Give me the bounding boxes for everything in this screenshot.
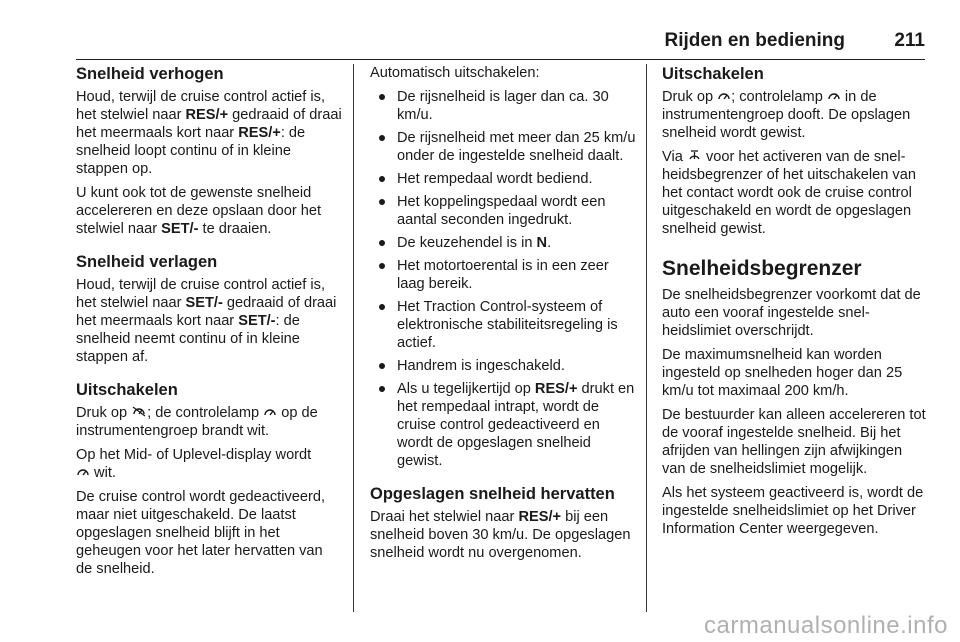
text: ; de controlelamp: [147, 405, 264, 421]
list-item: [370, 357, 636, 375]
cruise-control-off-icon: [132, 404, 146, 422]
cruise-control-icon: [718, 88, 730, 106]
text: De keuzehendel is in: [397, 235, 537, 251]
column-right: [662, 64, 928, 544]
paragraph: De cruise control wordt gedeactiveerd, maar niet uitgeschakeld. De laatst opgeslagen snelheid blijft in het geheugen voor het later hervatten van de snelheid.: [76, 489, 326, 577]
paragraph: De snelheidsbegrenzer voorkomt dat de auto een vooraf ingestelde snelheidslimiet overschrijdt.: [662, 287, 921, 339]
column-divider: [646, 64, 647, 612]
text: : de snelheid loopt continu of in kleine stappen op.: [76, 125, 306, 177]
paragraph: [76, 446, 342, 482]
paragraph: De bestuurder kan alleen accelereren tot de vooraf ingestelde snelheid. Bij het afrijden van hellingen zijn afwijkingen van de snelheidslimiet mogelijk.: [662, 407, 926, 477]
control-label: SET/-: [161, 221, 199, 237]
list-item: [370, 257, 636, 293]
paragraph: [76, 276, 342, 366]
text: Het motortoerental is in een zeer laag bereik.: [397, 258, 609, 292]
paragraph: [76, 88, 342, 178]
paragraph: De maximumsnelheid kan worden ingesteld op snelheden hoger dan 25 km/u tot maximaal 200 km/h.: [662, 347, 903, 399]
text: De rijsnelheid met meer dan 25 km/u onder de ingestelde snelheid daalt.: [397, 130, 636, 164]
paragraph: Automatisch uitschakelen:: [370, 65, 540, 81]
bullet-list: [370, 88, 636, 470]
list-item: [370, 193, 636, 229]
section-heading: Uitschakelen: [662, 65, 764, 83]
list-item: [370, 129, 636, 165]
control-label: N: [536, 235, 548, 251]
text: Het Traction Control-systeem of elektronische stabiliteitsregeling is actief.: [397, 299, 618, 351]
list-item: [370, 234, 636, 252]
text: gedraaid of draai het meermaals kort naar: [76, 107, 342, 141]
text: Draai het stelwiel naar: [370, 509, 519, 525]
section-heading: Uitschakelen: [76, 381, 178, 399]
text: ; controlelamp: [731, 89, 827, 105]
list-item: [370, 380, 636, 470]
speed-limiter-icon: [688, 148, 701, 166]
control-label: RES/+: [238, 125, 281, 141]
text: in de instrumentengroep dooft. De opslagen snelheid wordt gewist.: [662, 89, 911, 141]
text: Druk op: [76, 405, 132, 421]
control-label: RES/+: [534, 381, 578, 397]
list-item: [370, 170, 636, 188]
section-heading: Snelheid verlagen: [76, 253, 218, 271]
text: .: [547, 235, 552, 251]
text: Handrem is ingeschakeld.: [397, 358, 565, 374]
text: Op het Mid- of Uplevel-display wordt: [76, 447, 312, 463]
control-label: RES/+: [518, 509, 562, 525]
text: Houd, terwijl de cruise control actief is, het stelwiel naar: [76, 277, 326, 311]
text: voor het activeren van de snelheidsbegrenzer of het uitschakelen van het contact wordt ook de cruise control uitgeschakeld en wordt de opgeslagen snelheid gewist.: [662, 149, 916, 237]
column-left: [76, 64, 342, 584]
text: Houd, terwijl de cruise control actief is, het stelwiel naar: [76, 89, 326, 123]
cruise-control-icon: [264, 404, 276, 422]
paragraph: [76, 404, 342, 440]
list-item: [370, 88, 636, 124]
text: Het rempedaal wordt bediend.: [397, 171, 593, 187]
paragraph: [662, 88, 928, 142]
paragraph: [370, 508, 636, 562]
header-rule: [76, 59, 925, 60]
control-label: SET/-: [185, 295, 223, 311]
text: U kunt ook tot de gewenste snelheid accelereren en deze opslaan door het stelwiel naar: [76, 185, 322, 237]
control-label: RES/+: [185, 107, 229, 123]
text: op de instrumentengroep brandt wit.: [76, 405, 318, 439]
paragraph: [662, 148, 928, 238]
text: gedraaid of draai het meermaals kort naar: [76, 295, 337, 329]
watermark: carmanualsonline.info: [704, 612, 948, 639]
column-divider: [353, 64, 354, 612]
text: : de snelheid neemt continu of in kleine stappen af.: [76, 313, 300, 365]
control-label: SET/-: [238, 313, 276, 329]
text: Via: [662, 149, 687, 165]
paragraph: [76, 184, 342, 238]
text: Als u tegelijkertijd op: [397, 381, 535, 397]
list-item: [370, 298, 636, 352]
paragraph: Als het systeem geactiveerd is, wordt de ingestelde snelheidslimiet op het Driver Information Center weergegeven.: [662, 485, 924, 537]
text: drukt en het rempedaal intrapt, wordt de cruise control gedeactiveerd en wordt de opgeslagen snelheid gewist.: [397, 381, 635, 469]
cruise-control-icon: [77, 464, 89, 482]
section-heading: Opgeslagen snelheid hervatten: [370, 485, 615, 503]
text: wit.: [90, 465, 116, 481]
text: Druk op: [662, 89, 718, 105]
text: De rijsnelheid is lager dan ca. 30 km/u.: [397, 89, 609, 123]
page-number: 211: [894, 30, 925, 51]
section-heading: Snelheid verhogen: [76, 65, 224, 83]
cruise-control-icon: [828, 88, 840, 106]
section-title: Snelheidsbegrenzer: [662, 257, 862, 280]
page-header: [76, 26, 925, 60]
text: Het koppelingspedaal wordt een aantal seconden ingedrukt.: [397, 194, 606, 228]
header-title: Rijden en bediening: [664, 30, 845, 51]
text: te draaien.: [198, 221, 272, 237]
text: bij een snelheid boven 30 km/u. De opgeslagen snelheid wordt nu overgenomen.: [370, 509, 631, 561]
column-middle: [370, 64, 636, 568]
